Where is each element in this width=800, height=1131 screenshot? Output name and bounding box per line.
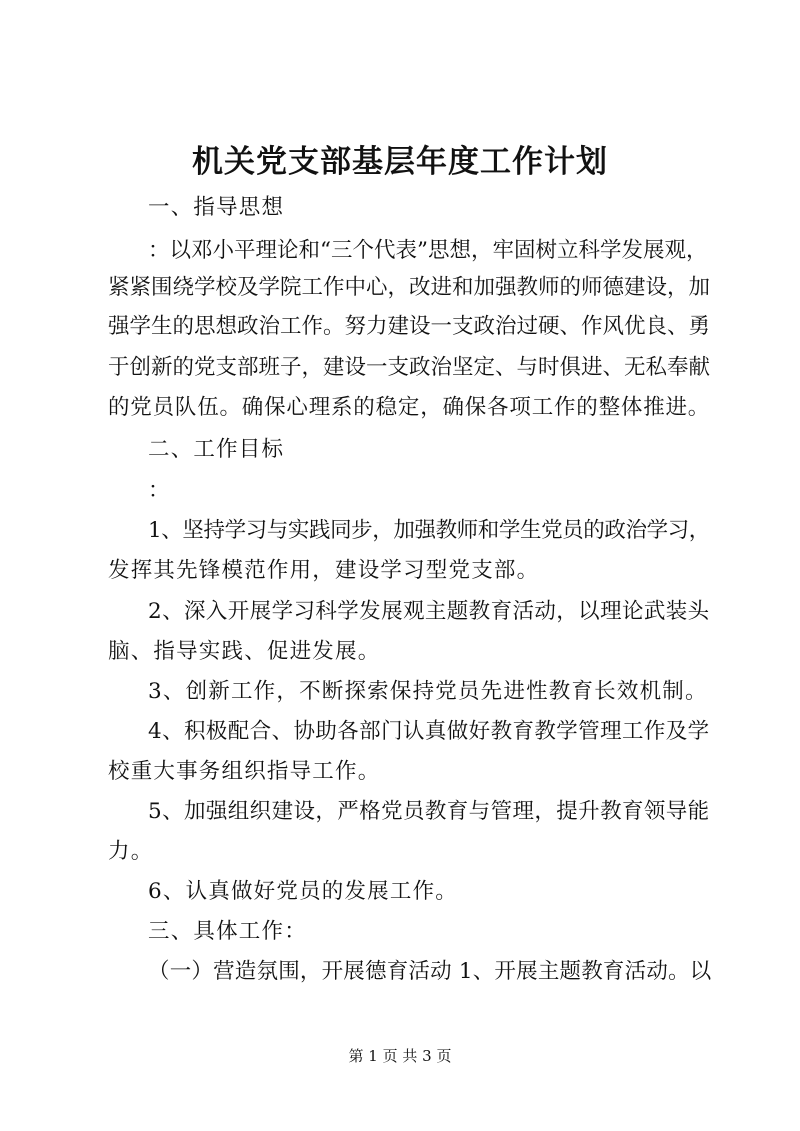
- body-line: 力。: [108, 839, 154, 864]
- body-line: 2、深入开展学习科学发展观主题教育活动，以理论武装头: [148, 599, 710, 624]
- body-line: 6、认真做好党员的发展工作。: [148, 879, 458, 904]
- document-title: 机关党支部基层年度工作计划: [192, 144, 608, 180]
- body-line: 校重大事务组织指导工作。: [108, 759, 381, 784]
- section-heading: 二、工作目标: [148, 437, 285, 462]
- body-line: ：以邓小平理论和“三个代表”思想，牢固树立科学发展观，: [148, 238, 708, 263]
- body-line: 强学生的思想政治工作。努力建设一支政治过硬、作风优良、勇: [108, 314, 711, 339]
- body-line: 发挥其先锋模范作用，建设学习型党支部。: [108, 558, 540, 583]
- body-line: 脑、指导实践、促进发展。: [108, 639, 381, 664]
- body-line: 4、积极配合、协助各部门认真做好教育教学管理工作及学: [148, 719, 710, 744]
- body-line: 于创新的党支部班子，建设一支政治坚定、与时俱进、无私奉献: [108, 355, 711, 380]
- body-line: 3、创新工作，不断探索保持党员先进性教育长效机制。: [148, 679, 708, 704]
- body-line: 1、坚持学习与实践同步，加强教师和学生党员的政治学习，: [148, 518, 710, 543]
- page-footer: 第 1 页 共 3 页: [348, 1047, 452, 1065]
- body-line: 一、指导思想: [148, 195, 285, 220]
- body-line: 5、加强组织建设，严格党员教育与管理，提升教育领导能: [148, 799, 710, 824]
- body-line: 的党员队伍。确保心理系的稳定，确保各项工作的整体推进。: [108, 395, 711, 420]
- body-line: ：: [148, 478, 171, 503]
- section-heading: 三、具体工作：: [148, 919, 307, 944]
- body-line: （一）营造氛围，开展德育活动 1、开展主题教育活动。以: [148, 959, 712, 984]
- body-line: 紧紧围绕学校及学院工作中心，改进和加强教师的师德建设，加: [108, 275, 711, 300]
